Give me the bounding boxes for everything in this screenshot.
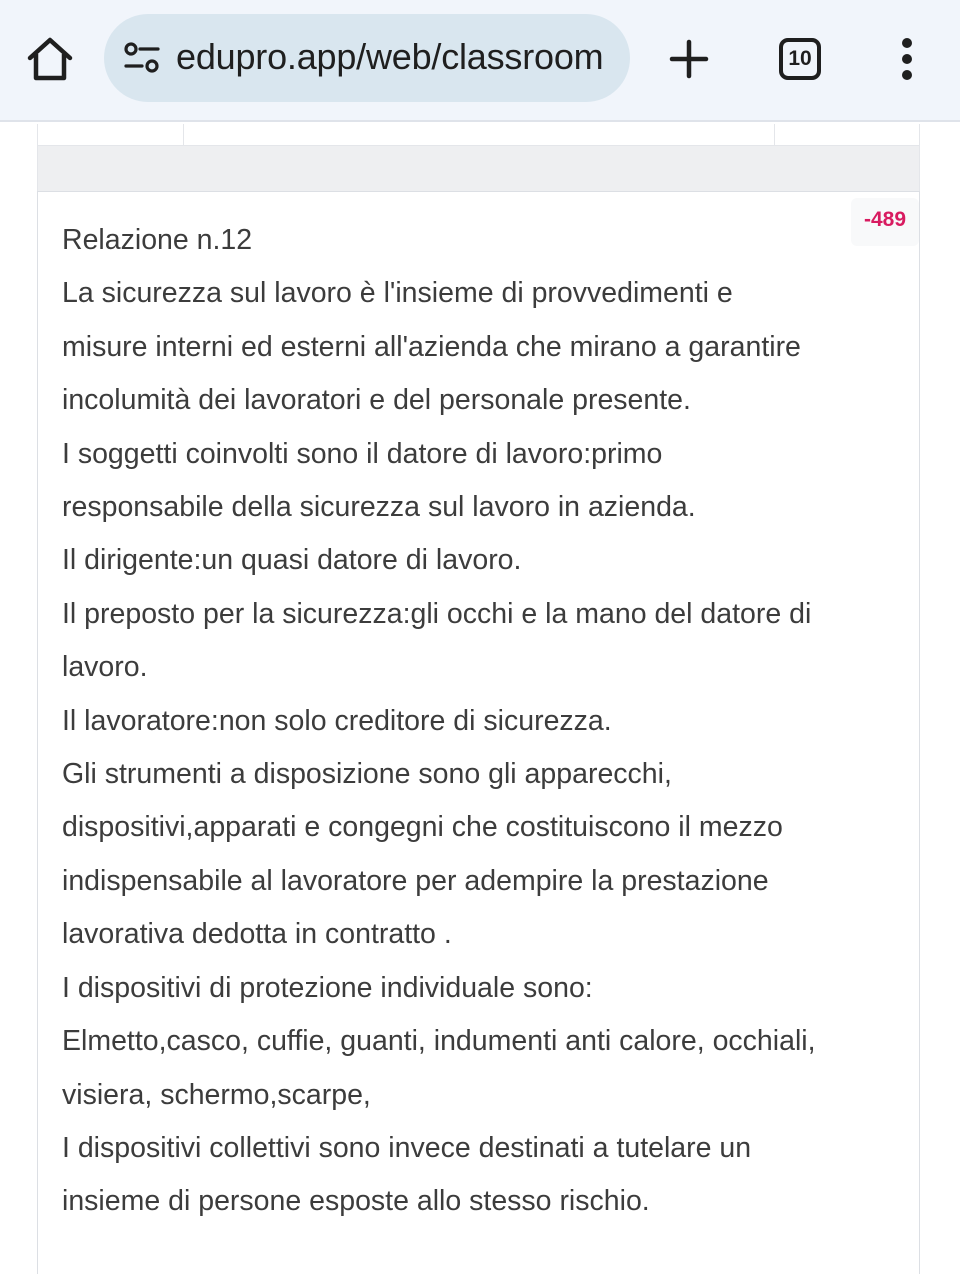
text-line: responsabile della sicurezza sul lavoro in azienda. xyxy=(62,491,696,524)
home-icon[interactable] xyxy=(24,34,76,84)
column-divider xyxy=(183,124,184,146)
text-line: visiera, schermo,scarpe, xyxy=(62,1078,371,1111)
section-separator xyxy=(37,146,920,192)
site-info-icon[interactable] xyxy=(122,42,162,74)
plus-icon[interactable] xyxy=(664,34,714,84)
report-text[interactable] xyxy=(62,214,902,1229)
address-bar[interactable] xyxy=(104,14,630,102)
text-line: Il lavoratore:non solo creditore di sicurezza. xyxy=(62,704,612,737)
text-line: misure interni ed esterni all'azienda che mirano a garantire xyxy=(62,330,801,363)
text-line: incolumità dei lavoratori e del personale presente. xyxy=(62,384,691,417)
kebab-menu-icon[interactable] xyxy=(892,36,922,82)
browser-toolbar xyxy=(0,0,960,122)
page-content xyxy=(0,124,960,1274)
text-line: indispensabile al lavoratore per adempire la prestazione xyxy=(62,864,769,897)
tabs-counter-icon[interactable] xyxy=(779,38,821,80)
text-line: lavorativa dedotta in contratto . xyxy=(62,918,452,951)
text-line: insieme di persone esposte allo stesso rischio. xyxy=(62,1185,650,1218)
tab-count: 10 xyxy=(788,47,812,70)
text-line: dispositivi,apparati e congegni che costituiscono il mezzo xyxy=(62,811,783,844)
table-bottom-row xyxy=(37,124,920,146)
text-line: Il preposto per la sicurezza:gli occhi e la mano del datore di xyxy=(62,597,812,630)
text-line: I soggetti coinvolti sono il datore di lavoro:primo xyxy=(62,437,663,470)
report-text-area[interactable] xyxy=(37,191,920,1274)
column-divider xyxy=(774,124,775,146)
text-line: I dispositivi di protezione individuale sono: xyxy=(62,971,593,1004)
text-line: lavoro. xyxy=(62,651,148,684)
text-line: Il dirigente:un quasi datore di lavoro. xyxy=(62,544,522,577)
text-line: Elmetto,casco, cuffie, guanti, indumenti anti calore, occhiali, xyxy=(62,1025,816,1058)
url-text[interactable]: edupro.app/web/classroom xyxy=(176,36,604,77)
text-line: Gli strumenti a disposizione sono gli apparecchi, xyxy=(62,758,672,791)
text-line: I dispositivi collettivi sono invece destinati a tutelare un xyxy=(62,1131,752,1164)
text-line: Relazione n.12 xyxy=(62,224,253,256)
char-counter-badge: -489 xyxy=(851,198,919,246)
text-line: La sicurezza sul lavoro è l'insieme di provvedimenti e xyxy=(62,277,733,310)
